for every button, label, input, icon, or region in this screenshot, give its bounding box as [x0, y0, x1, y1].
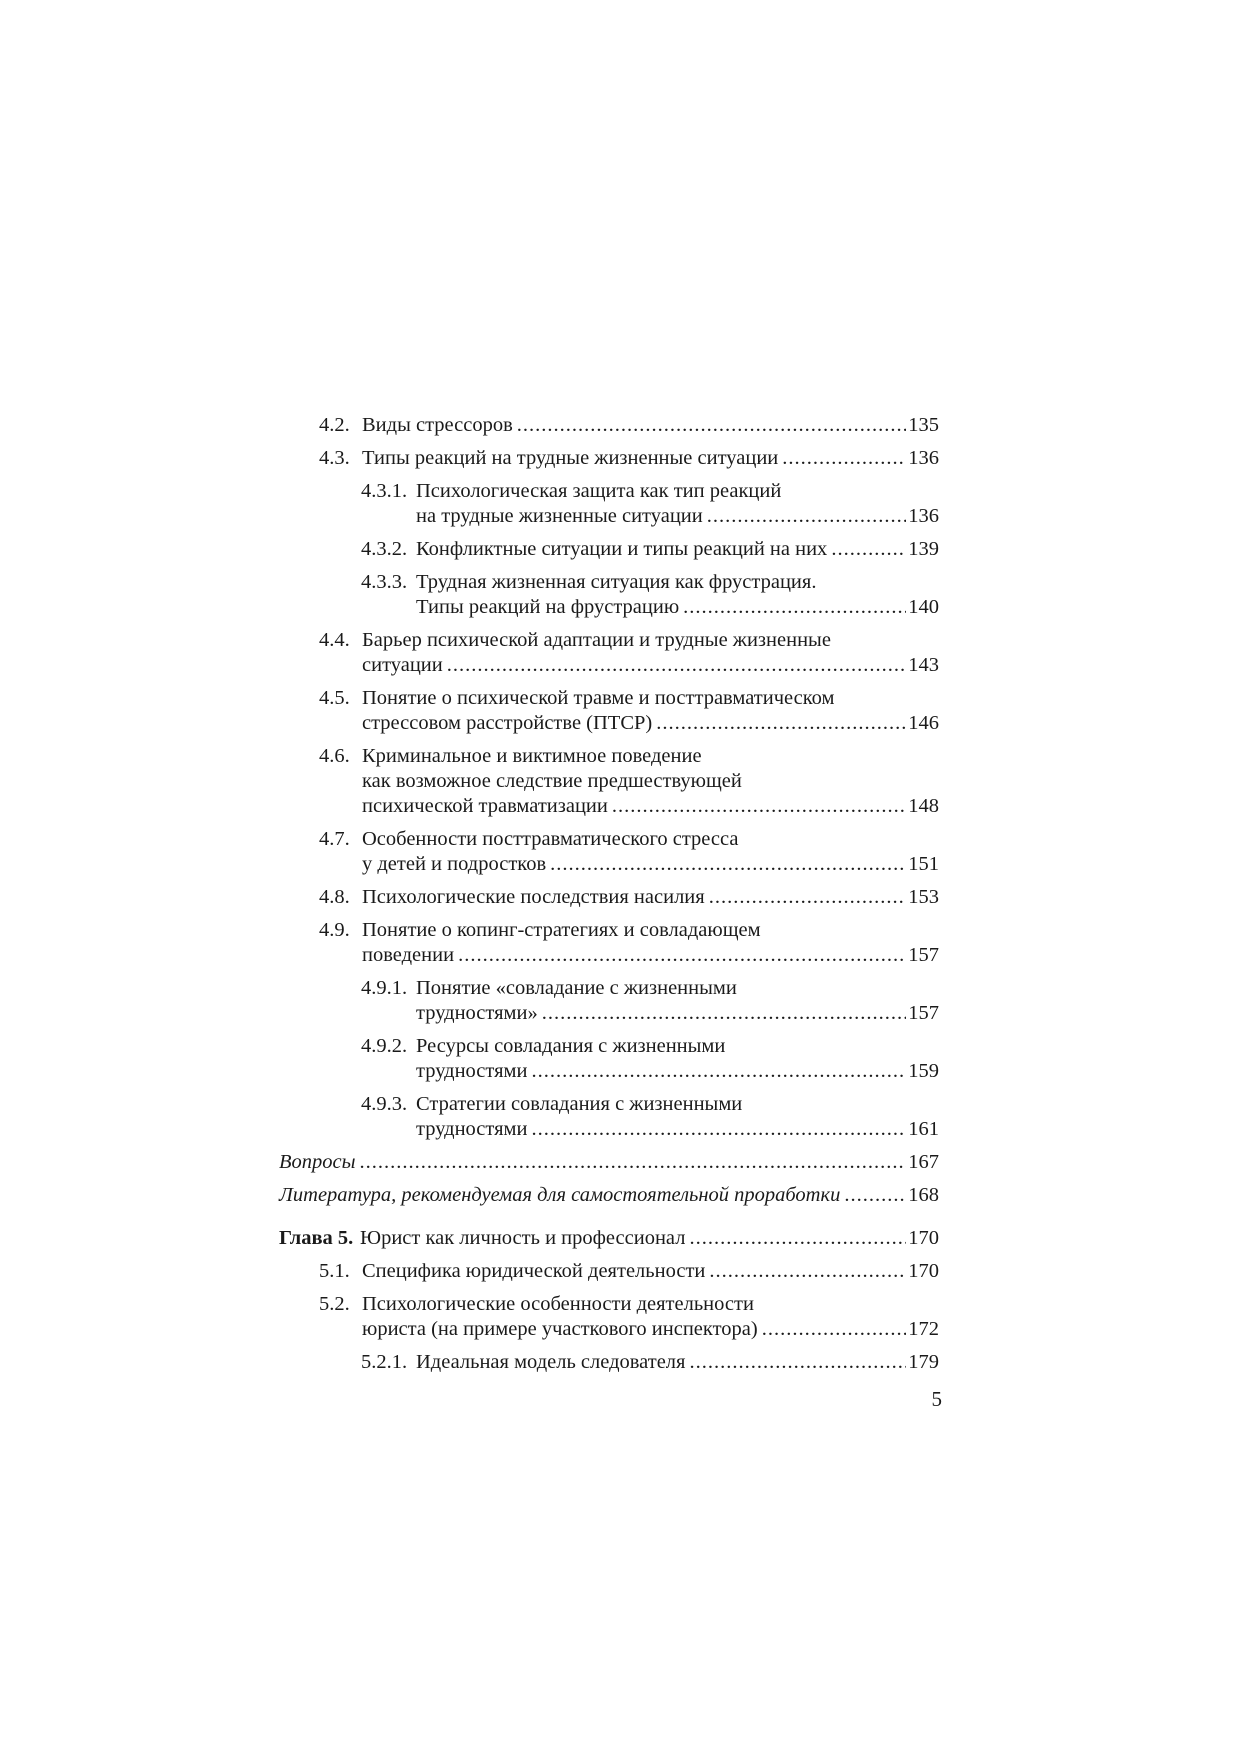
toc-entry-title: Литература, рекомендуемая для самостоятельной проработки [279, 1184, 841, 1206]
leader-dots [531, 1059, 906, 1084]
leader-dots [831, 537, 906, 562]
toc-entry-number: 4.3.3. [361, 571, 408, 593]
toc-entry-page: 170 [908, 1227, 939, 1249]
toc-entry-page: 168 [908, 1184, 939, 1206]
toc-entry [279, 537, 939, 562]
toc-entry-literature [279, 1183, 939, 1208]
toc-entry-title-cont: трудностями [416, 1118, 528, 1140]
toc-entry [279, 1292, 939, 1342]
toc-entry-page: 139 [908, 538, 939, 560]
toc-entry-title: Специфика юридической деятельности [362, 1260, 706, 1282]
leader-dots [709, 1259, 906, 1284]
toc-entry-title: Трудная жизненная ситуация как фрустрация. [416, 571, 817, 593]
toc-entry [279, 1034, 939, 1084]
leader-dots [689, 1350, 906, 1375]
toc-entry-title: Виды стрессоров [362, 414, 513, 436]
toc-entry [279, 827, 939, 877]
toc-entry [279, 686, 939, 736]
toc-entry-title-cont: юриста (на примере участкового инспектора) [362, 1318, 758, 1340]
toc-entry-page: 151 [908, 853, 939, 875]
toc-entry-page: 136 [908, 505, 939, 527]
toc-entry-number: 4.4. [319, 629, 350, 651]
toc-entry-title: Особенности посттравматического стресса [362, 828, 739, 850]
toc-entry-questions [279, 1150, 939, 1175]
toc-entry-title-cont: стрессовом расстройстве (ПТСР) [362, 712, 653, 734]
toc-entry [279, 1259, 939, 1284]
toc-entry-page: 170 [908, 1260, 939, 1282]
toc-entry-number: 5.1. [319, 1260, 350, 1282]
toc-entry-number: 4.8. [319, 886, 350, 908]
toc-entry-chapter [279, 1226, 939, 1251]
toc-entry [279, 885, 939, 910]
toc-entry-title: Ресурсы совладания с жизненными [416, 1035, 726, 1057]
toc-entry-title-cont: трудностями [416, 1060, 528, 1082]
toc-entry [279, 446, 939, 471]
toc-entry-title-cont: как возможное следствие предшествующей [362, 770, 742, 792]
toc-entry-title: Понятие о копинг-стратегиях и совладающем [362, 919, 761, 941]
toc-entry-page: 157 [908, 1002, 939, 1024]
toc-entry-number: 4.5. [319, 687, 350, 709]
toc-entry-page: 135 [908, 414, 939, 436]
toc-entry-title: Понятие «совладание с жизненными [416, 977, 737, 999]
leader-dots [542, 1001, 907, 1026]
toc-entry-page: 159 [908, 1060, 939, 1082]
toc-entry-page: 136 [908, 447, 939, 469]
toc-entry-title-cont: Типы реакций на фрустрацию [416, 596, 680, 618]
toc-entry [279, 1092, 939, 1142]
toc-entry-title: Психологическая защита как тип реакций [416, 480, 782, 502]
toc-entry [279, 628, 939, 678]
leader-dots [550, 852, 906, 877]
table-of-contents [279, 413, 939, 1375]
toc-entry-title-cont: психической травматизации [362, 795, 608, 817]
toc-entry-page: 161 [908, 1118, 939, 1140]
leader-dots [762, 1317, 907, 1342]
leader-dots [458, 943, 906, 968]
toc-entry [279, 570, 939, 620]
toc-entry-title: Конфликтные ситуации и типы реакций на них [416, 538, 828, 560]
page-number: 5 [931, 1387, 942, 1411]
leader-dots [517, 413, 906, 438]
toc-entry-page: 167 [908, 1151, 939, 1173]
leader-dots [656, 711, 906, 736]
leader-dots [844, 1183, 906, 1208]
toc-entry-title: Барьер психической адаптации и трудные жизненные [362, 629, 831, 651]
toc-entry-title: Юрист как личность и профессионал [360, 1227, 686, 1249]
toc-entry-title: Психологические последствия насилия [362, 886, 705, 908]
toc-entry [279, 918, 939, 968]
leader-dots [689, 1226, 906, 1251]
leader-dots [612, 794, 906, 819]
toc-entry-title-cont: ситуации [362, 654, 443, 676]
toc-entry-number: 4.9.3. [361, 1093, 408, 1115]
toc-entry-number: 4.6. [319, 745, 350, 767]
toc-entry-page: 157 [908, 944, 939, 966]
toc-entry-title: Стратегии совладания с жизненными [416, 1093, 743, 1115]
toc-entry-title-cont: на трудные жизненные ситуации [416, 505, 703, 527]
toc-entry-page: 146 [908, 712, 939, 734]
toc-entry-title-cont: у детей и подростков [362, 853, 547, 875]
leader-dots [360, 1150, 907, 1175]
leader-dots [782, 446, 906, 471]
toc-entry [279, 976, 939, 1026]
toc-entry-number: 4.9. [319, 919, 350, 941]
toc-entry-number: 5.2.1. [361, 1351, 408, 1373]
toc-entry-number: 4.3. [319, 447, 350, 469]
toc-chapter-number: Глава 5. [279, 1227, 354, 1249]
leader-dots [447, 653, 907, 678]
leader-dots [709, 885, 907, 910]
toc-entry-page: 143 [908, 654, 939, 676]
toc-entry-number: 4.7. [319, 828, 350, 850]
toc-entry-number: 4.3.1. [361, 480, 408, 502]
toc-entry-page: 140 [908, 596, 939, 618]
toc-entry-page: 179 [908, 1351, 939, 1373]
toc-entry-number: 5.2. [319, 1293, 350, 1315]
leader-dots [683, 595, 906, 620]
leader-dots [531, 1117, 906, 1142]
toc-entry-title: Идеальная модель следователя [416, 1351, 686, 1373]
toc-entry-number: 4.9.1. [361, 977, 408, 999]
toc-entry-title: Понятие о психической травме и посттравматическом [362, 687, 835, 709]
toc-entry [279, 479, 939, 529]
toc-entry-number: 4.3.2. [361, 538, 408, 560]
toc-entry-title: Криминальное и виктимное поведение [362, 745, 702, 767]
leader-dots [707, 504, 907, 529]
toc-entry-title-cont: трудностями» [416, 1002, 538, 1024]
toc-entry [279, 1350, 939, 1375]
toc-entry-page: 153 [908, 886, 939, 908]
toc-entry-number: 4.2. [319, 414, 350, 436]
toc-entry-title-cont: поведении [362, 944, 455, 966]
toc-entry-title: Вопросы [279, 1151, 356, 1173]
toc-entry-page: 148 [908, 795, 939, 817]
toc-entry [279, 413, 939, 438]
toc-entry-page: 172 [908, 1318, 939, 1340]
toc-entry-title: Психологические особенности деятельности [362, 1293, 754, 1315]
toc-entry-title: Типы реакций на трудные жизненные ситуации [362, 447, 779, 469]
toc-entry [279, 744, 939, 819]
toc-entry-number: 4.9.2. [361, 1035, 408, 1057]
